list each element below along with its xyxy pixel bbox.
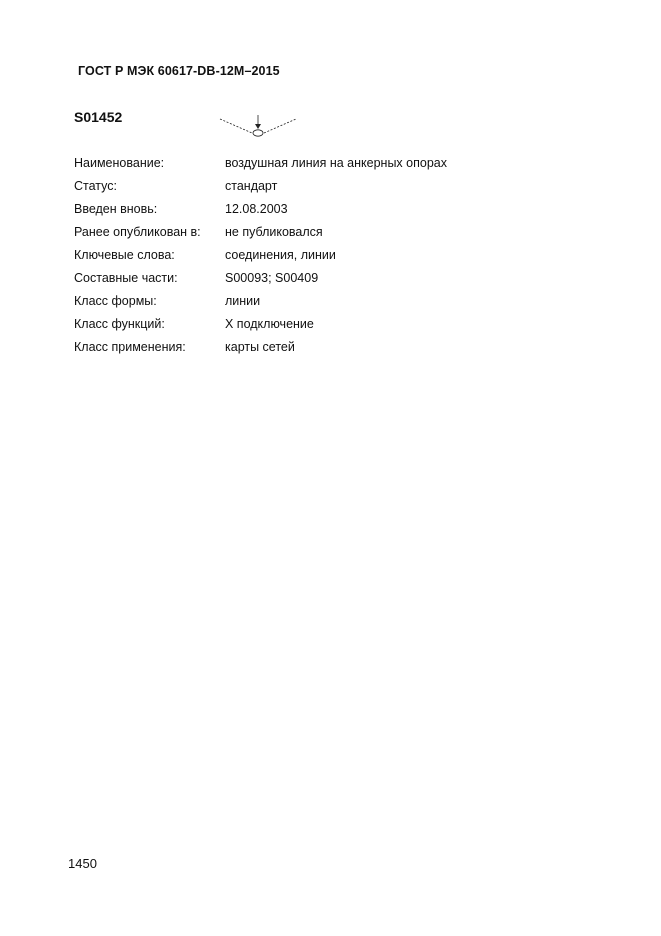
property-row-components [74,266,594,289]
property-label: Ранее опубликован в: [74,224,201,239]
property-label: Класс формы: [74,293,157,308]
property-label: Класс применения: [74,339,186,354]
property-value: S00093; S00409 [225,270,319,285]
property-row-introduced [74,197,594,220]
property-value: карты сетей [225,339,295,354]
property-value: 12.08.2003 [225,201,288,216]
property-row-application-class [74,335,594,358]
document-header: ГОСТ Р МЭК 60617-DB-12M–2015 [78,64,280,78]
property-value: соединения, линии [225,247,336,262]
property-row-previously-published [74,220,594,243]
property-row-function-class [74,312,594,335]
page-number: 1450 [68,856,97,871]
property-value: линии [225,293,261,308]
symbol-id: S01452 [74,109,123,125]
property-row-shape-class [74,289,594,312]
property-label: Ключевые слова: [74,247,175,262]
property-value: не публиковался [225,224,323,239]
property-label: Введен вновь: [74,201,158,216]
property-row-name [74,151,594,174]
property-label: Класс функций: [74,316,165,331]
property-row-keywords [74,243,594,266]
overhead-line-anchor-poles-icon [218,113,298,141]
symbol-properties [74,151,594,358]
property-row-status [74,174,594,197]
property-label: Составные части: [74,270,178,285]
property-label: Наименование: [74,155,165,170]
property-label: Статус: [74,178,117,193]
property-value: X подключение [225,316,314,331]
property-value: стандарт [225,178,278,193]
property-value: воздушная линия на анкерных опорах [225,155,447,170]
